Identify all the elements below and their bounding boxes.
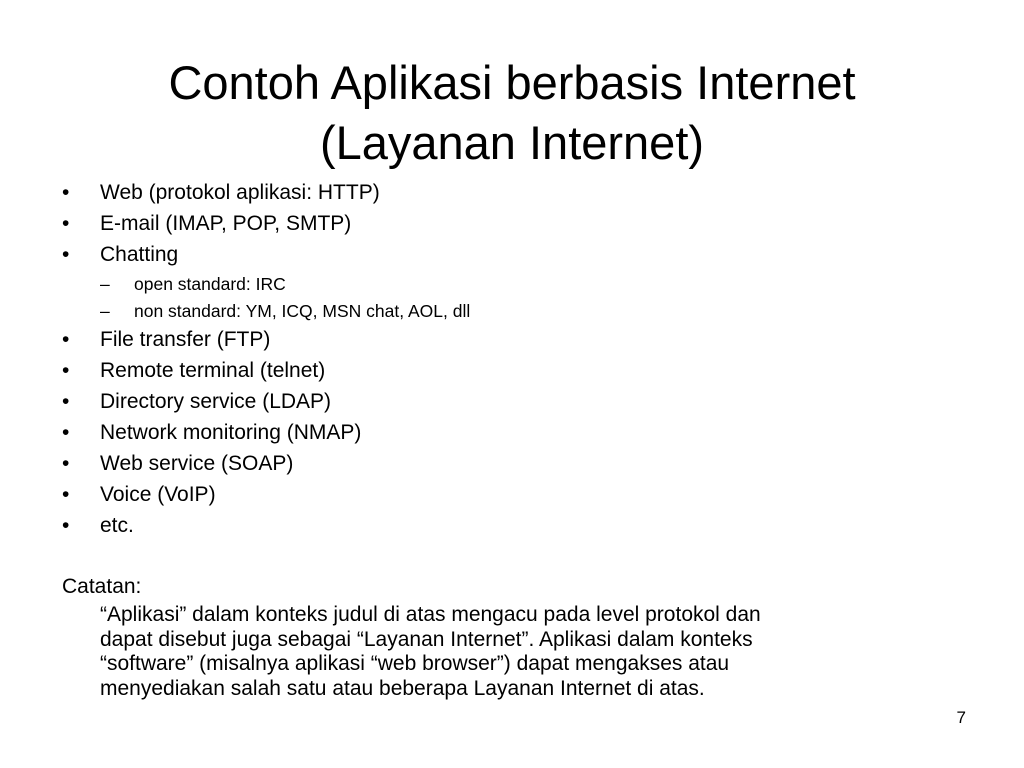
- sub-bullet-item-non-standard: [62, 298, 962, 325]
- bullet-mark: •: [62, 212, 70, 235]
- bullet-mark: •: [62, 328, 70, 351]
- bullet-item-chatting: [62, 240, 962, 271]
- bullet-text: Network monitoring (NMAP): [100, 421, 362, 444]
- bullet-text: Chatting: [100, 243, 179, 266]
- note-body: [100, 603, 930, 701]
- bullet-text: Remote terminal (telnet): [100, 359, 326, 382]
- bullet-item-web: [62, 178, 962, 209]
- bullet-mark: •: [62, 483, 70, 506]
- bullet-item-network-monitoring: [62, 418, 962, 449]
- bullet-item-remote-terminal: [62, 356, 962, 387]
- bullet-mark: •: [62, 243, 70, 266]
- note-line: dapat disebut juga sebagai “Layanan Internet”. Aplikasi dalam konteks: [100, 627, 753, 651]
- page-number: 7: [956, 708, 966, 727]
- note-line: “software” (misalnya aplikasi “web browser”) dapat mengakses atau: [100, 652, 730, 675]
- sub-bullet-item-open-standard: [62, 271, 962, 298]
- bullet-item-directory-service: [62, 387, 962, 418]
- sub-bullet-text: open standard: IRC: [134, 274, 286, 294]
- bullet-text: Voice (VoIP): [100, 483, 216, 506]
- bullet-item-voice: [62, 480, 962, 511]
- bullet-list: [62, 178, 962, 542]
- bullet-text: File transfer (FTP): [100, 328, 271, 351]
- note-label: Catatan:: [62, 575, 142, 598]
- bullet-mark: •: [62, 514, 70, 537]
- note-line: “Aplikasi” dalam konteks judul di atas mengacu pada level protokol dan: [100, 603, 761, 626]
- bullet-text: etc.: [100, 514, 134, 537]
- bullet-mark: •: [62, 181, 70, 204]
- slide-title-line-2: (Layanan Internet): [319, 116, 705, 170]
- sub-bullet-mark: –: [100, 274, 110, 294]
- sub-bullet-mark: –: [100, 301, 110, 321]
- bullet-text: Web service (SOAP): [100, 452, 294, 475]
- bullet-mark: •: [62, 452, 70, 475]
- bullet-text: E-mail (IMAP, POP, SMTP): [100, 212, 352, 235]
- slide-title-line-1: Contoh Aplikasi berbasis Internet: [168, 56, 856, 110]
- bullet-mark: •: [62, 359, 70, 382]
- bullet-text: Directory service (LDAP): [100, 390, 332, 413]
- bullet-item-web-service: [62, 449, 962, 480]
- slide-title: [40, 53, 984, 173]
- bullet-item-etc: [62, 511, 962, 542]
- note-line: menyediakan salah satu atau beberapa Layanan Internet di atas.: [100, 676, 705, 700]
- bullet-mark: •: [62, 421, 70, 444]
- sub-bullet-text: non standard: YM, ICQ, MSN chat, AOL, dll: [134, 301, 471, 321]
- bullet-text: Web (protokol aplikasi: HTTP): [100, 181, 380, 204]
- bullet-item-file-transfer: [62, 325, 962, 356]
- bullet-mark: •: [62, 390, 70, 413]
- bullet-item-email: [62, 209, 962, 240]
